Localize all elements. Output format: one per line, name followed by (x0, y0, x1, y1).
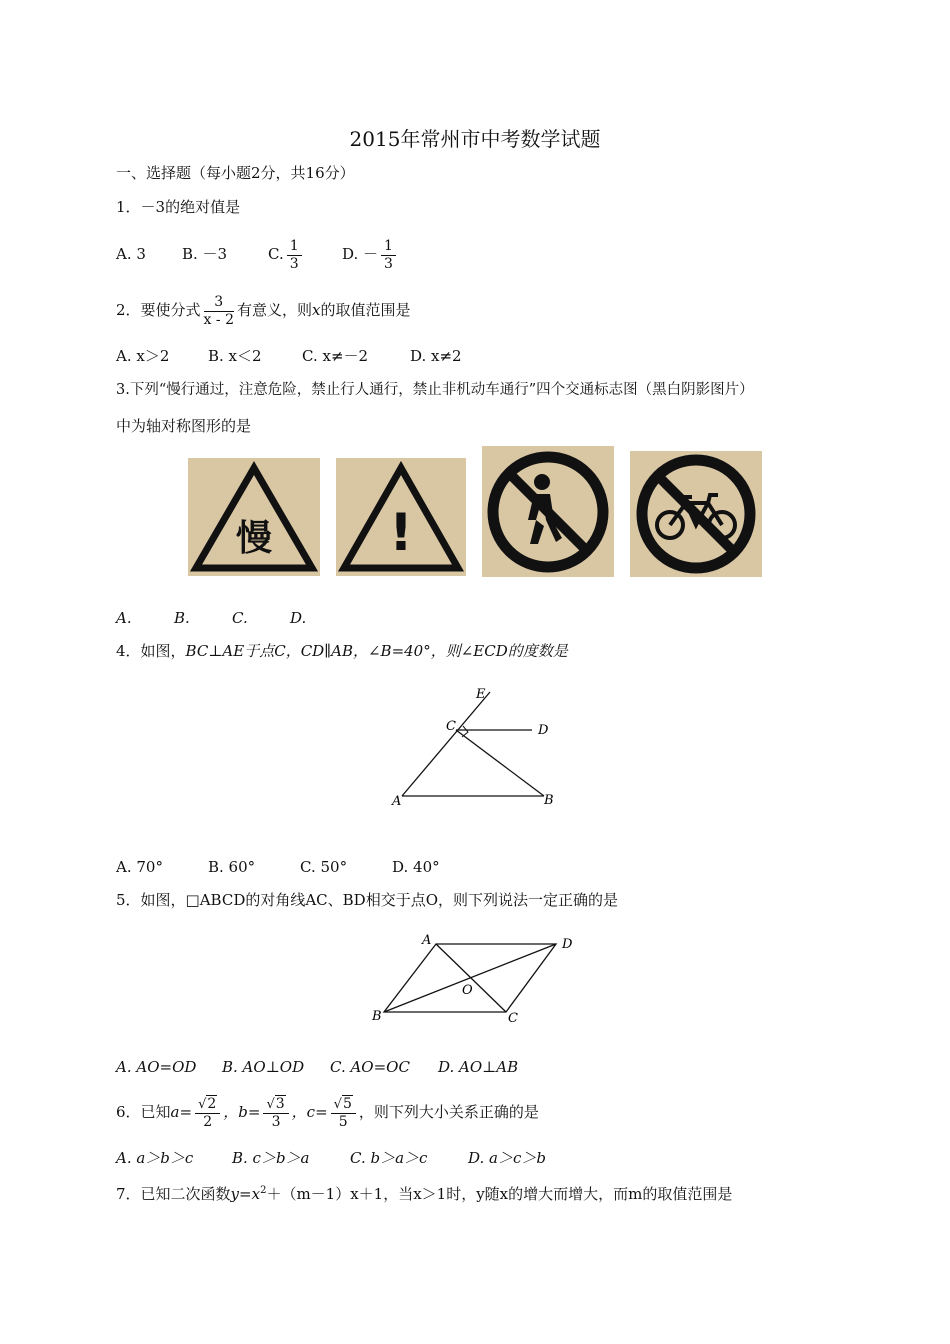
q3-option-c: C. (232, 609, 248, 627)
q4-option-c: C. 50° (300, 858, 348, 876)
q6-option-c: C. b＞a＞c (350, 1149, 428, 1167)
q2-option-d: D. x≠2 (410, 347, 462, 365)
no-pedestrian-sign-image (482, 446, 614, 577)
slow-triangle-icon (188, 458, 320, 576)
q6-option-d: D. a＞c＞b (468, 1149, 546, 1167)
q1-options (116, 236, 399, 272)
q6-c-fraction: $\frac{√5}{5}$ (331, 1096, 356, 1131)
page-title: 2015年常州市中考数学试题 (349, 127, 601, 151)
q2-stem: 2．要使分式 $\frac{3}{x - 2}$ 有意义，则x的取值范围是 (116, 293, 411, 328)
q1-option-b: B. －3 (182, 245, 228, 263)
q5-parallelogram-figure (360, 928, 600, 1028)
no-bicycle-sign-image (630, 451, 762, 577)
q6-a-fraction: $\frac{√2}{2}$ (195, 1096, 220, 1131)
q3-option-b: B. (174, 609, 190, 627)
q4-stem: 4．如图，BC⊥AE于点C，CD∥AB，∠B=40°，则∠ECD的度数是 (116, 642, 568, 660)
q5-stem: 5．如图，□ABCD的对角线AC、BD相交于点O，则下列说法一定正确的是 (116, 891, 619, 909)
q5-option-b: B. AO⊥OD (222, 1058, 305, 1076)
slow-sign-image (188, 458, 320, 576)
q5-option-d: D. AO⊥AB (438, 1058, 519, 1076)
q6-stem: 6．已知a= $\frac{√2}{2}$ ，b= $\frac{√3}{3}$ ，c= $\frac{√5}{5}$ ，则下列大小关系正确的是 (116, 1095, 539, 1130)
q1-option-c: C. $\frac{1}{3}$ (268, 236, 342, 273)
q1-c-fraction: $\frac{1}{3}$ (287, 238, 302, 273)
q5-label-d: D (562, 937, 573, 952)
q4-options (116, 858, 440, 876)
q5-option-c: C. AO=OC (330, 1058, 410, 1076)
q1-d-fraction: $\frac{1}{3}$ (381, 238, 396, 273)
q7-stem: 7．已知二次函数$y=x^2+(m-1)x+1$，当x＞1时，y随x的增大而增大，而m的取值范围是 (116, 1185, 733, 1203)
sqrt-icon: √ (333, 1096, 342, 1112)
sqrt-icon: √ (266, 1096, 275, 1112)
q2-option-c: C. x≠－2 (302, 347, 369, 365)
danger-sign-image (336, 458, 466, 576)
q4-label-b: B (544, 793, 554, 808)
q4-triangle-figure (380, 680, 580, 810)
q5-options (116, 1058, 518, 1076)
q6-option-b: B. c＞b＞a (232, 1149, 310, 1167)
q3-options (116, 609, 306, 627)
no-pedestrian-icon (482, 446, 614, 577)
sqrt-icon: √ (198, 1096, 207, 1112)
q2-option-b: B. x＜2 (208, 347, 262, 365)
q3-stem-line2: 中为轴对称图形的是 (116, 417, 252, 435)
q3-stem-line1: 3.下列“慢行通过，注意危险，禁止行人通行，禁止非机动车通行”四个交通标志图（黑白阴影图片） (116, 382, 754, 398)
q4-label-c: C (446, 719, 456, 734)
q4-label-e: E (476, 687, 486, 702)
q4-label-d: D (538, 723, 549, 738)
q5-label-c: C (508, 1011, 518, 1026)
q6-options (116, 1149, 546, 1167)
q4-option-d: D. 40° (392, 858, 440, 876)
q2-option-a: A. x＞2 (116, 347, 170, 365)
q6-b-fraction: $\frac{√3}{3}$ (263, 1096, 288, 1131)
q5-label-a: A (422, 933, 432, 948)
q3-option-a: A. (116, 609, 132, 627)
q2-options (116, 347, 462, 365)
q6-option-a: A. a＞b＞c (116, 1149, 194, 1167)
q1-stem: 1．－3的绝对值是 (116, 198, 241, 216)
q4-option-a: A. 70° (116, 858, 163, 876)
q5-label-o: O (462, 983, 473, 998)
section-heading: 一、选择题（每小题2分，共16分） (116, 164, 355, 182)
q4-option-b: B. 60° (208, 858, 256, 876)
slow-sign-text: 慢 (235, 518, 273, 559)
q1-option-d: D. － $\frac{1}{3}$ (342, 236, 399, 273)
q2-fraction: $\frac{3}{x - 2}$ (203, 293, 234, 328)
warning-triangle-icon (336, 458, 466, 576)
no-bicycle-icon (630, 451, 762, 577)
q4-label-a: A (392, 794, 402, 809)
q5-label-b: B (372, 1009, 382, 1024)
danger-sign-text: ! (389, 503, 413, 563)
q5-option-a: A. AO=OD (116, 1058, 197, 1076)
q3-option-d: D. (290, 609, 307, 627)
q1-option-a: A. 3 (116, 245, 146, 263)
